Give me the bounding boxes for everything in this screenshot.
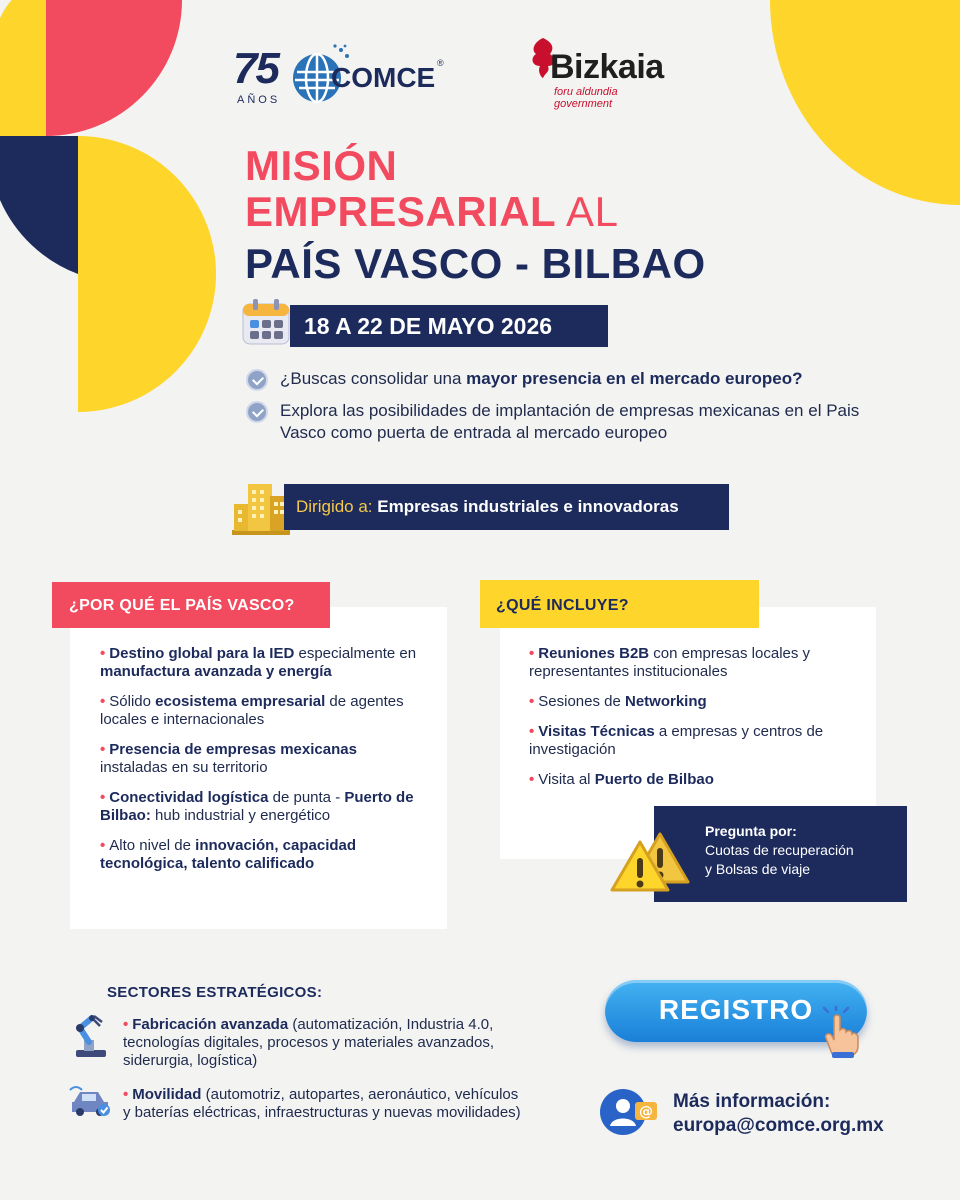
event-date: 18 A 22 DE MAYO 2026 <box>290 305 608 347</box>
decorative-shapes-top-left <box>0 0 230 420</box>
ask-about-box: Pregunta por: Cuotas de recuperación y Bolsas de viaje <box>654 806 907 902</box>
register-button[interactable]: REGISTRO <box>605 980 867 1042</box>
robot-arm-icon <box>70 1014 112 1058</box>
list-item: • Presencia de empresas mexicanas instaladas en su territorio <box>100 741 357 776</box>
warning-icon <box>610 830 692 892</box>
target-audience-banner: Dirigido a: Empresas industriales e innovadoras <box>284 484 729 530</box>
intro-item: ¿Buscas consolidar una mayor presencia en el mercado europeo? <box>246 368 866 390</box>
list-item: • Sólido ecosistema empresarial de agentes locales e internacionales <box>100 693 404 728</box>
bizkaia-logo: Bizkaia foru aldundia government <box>528 36 688 112</box>
sector-item: • Fabricación avanzada (automatización, Industria 4.0, tecnologías digitales, procesos y materiales avanzados, siderurgia, logística) <box>123 1016 495 1069</box>
electric-car-icon <box>68 1084 112 1120</box>
page-title: MISIÓN EMPRESARIAL AL PAÍS VASCO - BILBAO <box>245 142 706 287</box>
contact-info <box>673 1090 884 1138</box>
sectors-title: SECTORES ESTRATÉGICOS: <box>107 984 323 1001</box>
list-item: • Reuniones B2B con empresas locales y representantes institucionales <box>529 645 811 680</box>
intro-item: Explora las posibilidades de implantación de empresas mexicanas en el Pais Vasco como puerta de entrada al mercado europeo <box>246 400 866 444</box>
sector-item: • Movilidad (automotriz, autopartes, aeronáutico, vehículos y baterías eléctricas, infraestructuras y nuevas movilidades) <box>123 1086 521 1121</box>
pointing-hand-icon <box>818 1006 862 1058</box>
why-header: ¿POR QUÉ EL PAÍS VASCO? <box>52 582 330 628</box>
why-list <box>100 645 420 885</box>
comce-logo: 75 AÑOS COMCE ® <box>233 44 444 106</box>
contact-email-icon <box>599 1086 659 1138</box>
list-item: • Visita al Puerto de Bilbao <box>529 771 714 788</box>
includes-header: ¿QUÉ INCLUYE? <box>480 580 759 628</box>
list-item: • Visitas Técnicas a empresas y centros de investigación <box>529 723 824 758</box>
calendar-icon <box>240 296 292 348</box>
contact-email[interactable]: europa@comce.org.mx <box>673 1115 884 1136</box>
check-icon <box>246 401 268 423</box>
intro-list <box>246 368 866 454</box>
contact-label: Más información: <box>673 1091 831 1112</box>
decorative-shape-top-right <box>770 0 960 210</box>
list-item: • Destino global para la IED especialmente en manufactura avanzada y energía <box>100 645 417 680</box>
list-item: • Conectividad logística de punta - Puerto de Bilbao: hub industrial y energético <box>100 789 414 824</box>
svg-text:@: @ <box>639 1104 653 1120</box>
list-item: • Alto nivel de innovación, capacidad tecnológica, talento calificado <box>100 837 357 872</box>
building-icon <box>230 478 292 536</box>
list-item: • Sesiones de Networking <box>529 693 707 710</box>
includes-list <box>529 645 869 801</box>
check-icon <box>246 369 268 391</box>
